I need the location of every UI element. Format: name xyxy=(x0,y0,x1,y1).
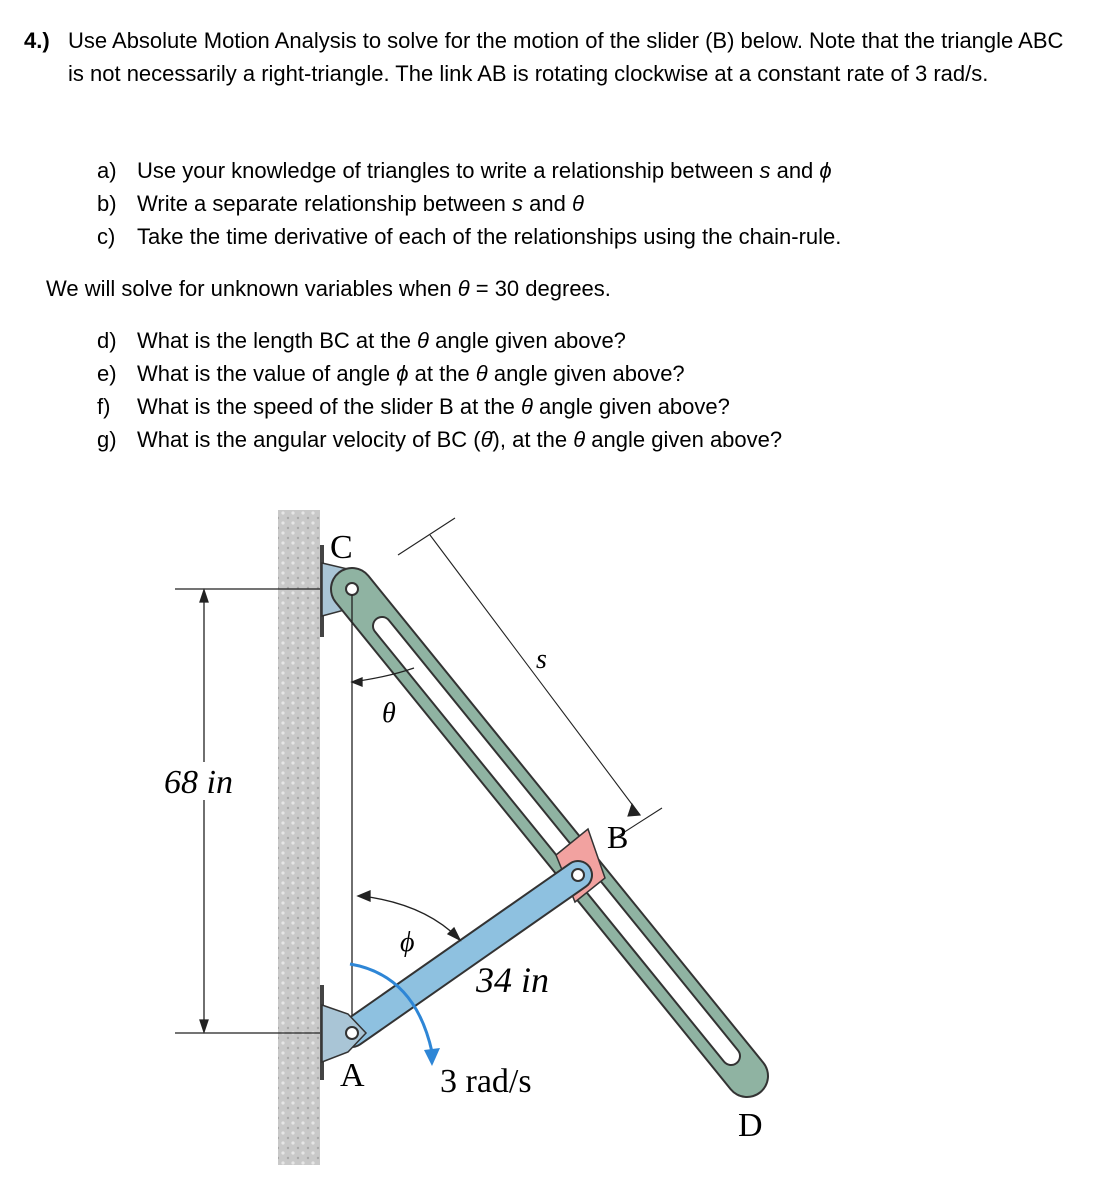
part-f: f) What is the speed of the slider B at the θ angle given above? xyxy=(97,394,730,419)
ground-wall xyxy=(278,510,320,1165)
label-c: C xyxy=(330,529,353,566)
link-length-label: 34 in xyxy=(476,960,550,1000)
label-a: A xyxy=(340,1057,365,1094)
height-label: 68 in xyxy=(164,764,233,801)
link-ab xyxy=(352,869,584,1033)
solve-condition: We will solve for unknown variables when θ = 30 degrees. xyxy=(46,276,611,301)
phi-label: ϕ xyxy=(400,927,415,958)
part-d: d) What is the length BC at the θ angle given above? xyxy=(97,328,626,353)
s-label: s xyxy=(536,644,547,675)
part-c: c) Take the time derivative of each of the relationships using the chain-rule. xyxy=(97,224,842,249)
problem-number: 4.) xyxy=(24,28,50,53)
label-b: B xyxy=(607,819,629,855)
part-g: g) What is the angular velocity of BC (θ̇), at the θ angle given above? xyxy=(97,427,783,452)
problem-statement: Use Absolute Motion Analysis to solve for the motion of the slider (B) below. Note that the triangle ABC is not necessarily a right-triangle. The link AB is rotating clockwise at a constant rate of 3 rad/s. xyxy=(68,28,1064,86)
rate-label: 3 rad/s xyxy=(440,1063,532,1100)
label-d: D xyxy=(738,1107,763,1144)
part-e: e) What is the value of angle ϕ at the θ angle given above? xyxy=(97,361,685,386)
part-b: b) Write a separate relationship between s and θ xyxy=(97,191,584,216)
part-a: a) Use your knowledge of triangles to write a relationship between s and ϕ xyxy=(97,158,832,183)
theta-label: θ xyxy=(382,698,396,729)
